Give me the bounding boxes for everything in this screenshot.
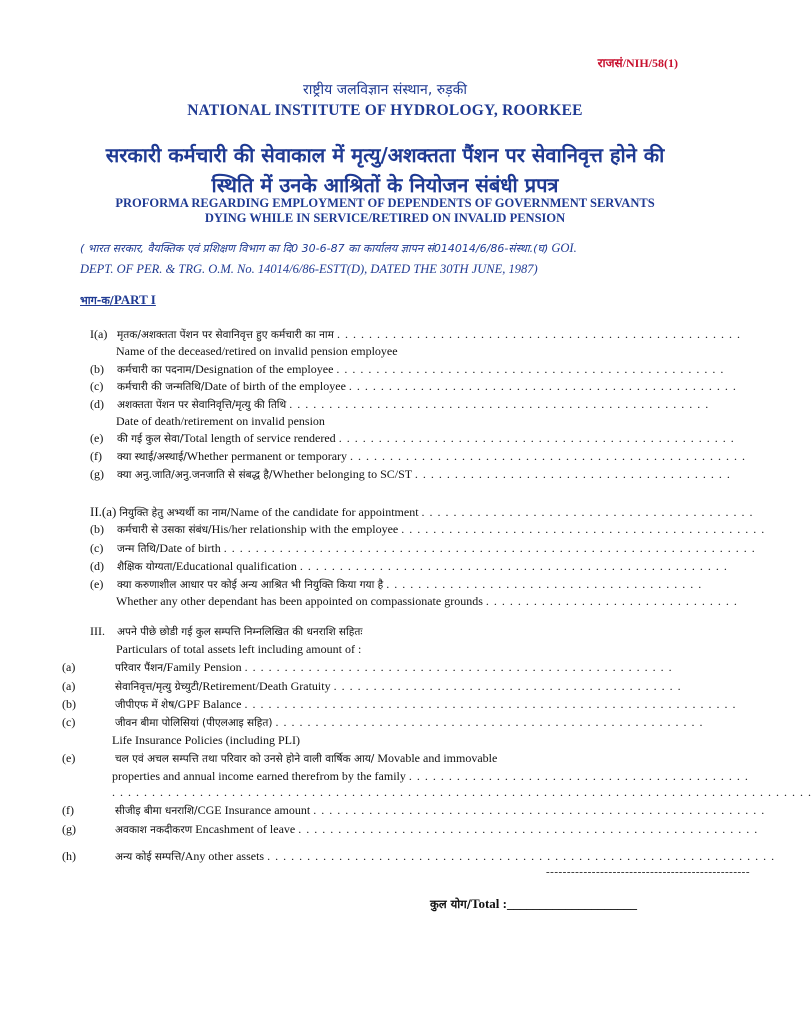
fill-dots: . . . . . . . . . . . . . . . . . . . . . . . . . . . . . . . . . . . . . . . . . . . . . . . . . . . . . . . . . . . . . . . . . . . xyxy=(223,541,756,555)
fill-dots: . . . . . . . . . . . . . . . . . . . . . . . . . . . . . . . . . . . . . . . . . . . . . . . . . . . . . . xyxy=(275,715,704,729)
heading-hindi xyxy=(70,140,700,200)
field-life-insurance[interactable] xyxy=(62,714,704,731)
field-text-english: Family Pension xyxy=(166,660,242,674)
part-heading xyxy=(80,292,156,308)
field-label: (a) xyxy=(62,679,76,693)
field-text-english: Retirement/Death Gratuity xyxy=(202,679,331,693)
fill-dots: . . . . . . . . . . . . . . . . . . . . . . . . . . . . . . . . . . . . . . . . . . . . . . xyxy=(401,522,766,536)
field-text-english: Educational qualification xyxy=(175,559,297,573)
fill-dots: . . . . . . . . . . . . . . . . . . . . . . . . . . . . . . . . . . . . . . . . . . . xyxy=(408,769,749,783)
field-text-english: GPF Balance xyxy=(177,697,242,711)
field-length-of-service[interactable] xyxy=(90,430,735,447)
fill-dots: . . . . . . . . . . . . . . . . . . . . . . . . . . . . . . . . . . . . . . . . . . . . . . . . . . . . . . . . . . . . . . . . xyxy=(267,849,776,863)
assets-title-hindi: अपने पीछे छोडी गई कुल सम्पत्ति निम्नलिखित की धनराशि सहितः xyxy=(117,626,363,638)
field-sub-text: Whether any other dependant has been appointed on compassionate grounds xyxy=(116,594,483,608)
field-label: (b) xyxy=(90,522,104,536)
field-label: (e) xyxy=(90,577,104,591)
gov-ref-hindi: ( भारत सरकार, वैयक्तिक एवं प्रशिक्षण विभाग का दि0 30-6-87 का कार्यालय ज्ञापन सं014014/6/86-संस्था.(घ) xyxy=(80,242,549,255)
fill-dots: . . . . . . . . . . . . . . . . . . . . . . . . . . . . . . . . . . . . . . . . . . . . . . . . . . . . . . . . . . xyxy=(298,822,759,836)
fill-dots: . . . . . . . . . . . . . . . . . . . . . . . . . . . . . . . . . . . . . . . . . . . . . . . . . . xyxy=(350,449,747,463)
field-deceased-name[interactable] xyxy=(90,326,741,343)
field-text-hindi: नियुक्ति हेतु अभ्यर्थी का नाम/ xyxy=(119,507,231,519)
field-sub-text: Date of death/retirement on invalid pension xyxy=(116,414,325,428)
gov-ref-english-2: DEPT. OF PER. & TRG. O.M. No. 14014/6/86-ESTT(D), DATED THE 30TH JUNE, 1987) xyxy=(80,262,538,276)
fill-dots: . . . . . . . . . . . . . . . . . . . . . . . . . . . . . . . . . . . . . . . . xyxy=(386,577,703,591)
fill-dots: . . . . . . . . . . . . . . . . . . . . . . . . . . . . . . . . . . . . . . . . . . . . . . . . . . . . . . . . . . . . . . . . . . . . . . . . . . . . . . . . . . . . . . . . xyxy=(112,785,812,799)
fill-dots: . . . . . . . . . . . . . . . . . . . . . . . . . . . . . . . . . . . . . . . . . . . . . . . . . . . . . . xyxy=(299,559,728,573)
field-text-hindi: जीवन बीमा पोलिसियां (पीएलआइ सहित) xyxy=(115,717,273,729)
total-separator: ------------------------------------------------- xyxy=(546,866,750,878)
field-qualification[interactable] xyxy=(90,558,728,575)
field-text-english: Total length of service rendered xyxy=(183,431,336,445)
field-text-english: Whether belonging to SC/ST xyxy=(272,467,412,481)
field-sc-st[interactable] xyxy=(90,466,731,483)
field-sub-text: properties and annual income earned therefrom by the family xyxy=(112,769,406,783)
fill-dots: . . . . . . . . . . . . . . . . . . . . . . . . . . . . . . . . . . . . . . . . . . . . . . . . . . . . . xyxy=(289,397,710,411)
field-movable-immovable[interactable] xyxy=(62,750,690,767)
field-text-hindi: क्या स्थाई/अस्थाई/ xyxy=(117,451,187,463)
fill-dots: . . . . . . . . . . . . . . . . . . . . . . . . . . . . . . . . . . . . . . . . . . . . . . . . . xyxy=(348,379,737,393)
field-label: (g) xyxy=(90,467,104,481)
part-heading-hindi: भाग-क/ xyxy=(80,294,114,307)
field-text-english: CGE Insurance amount xyxy=(197,803,311,817)
field-label: (b) xyxy=(62,697,76,711)
field-other-dependant-sub xyxy=(116,593,738,610)
field-text-hindi: सेवानिवृत्त/मृत्यु ग्रेच्युटी/ xyxy=(115,681,203,693)
field-gratuity[interactable] xyxy=(62,678,690,695)
field-other-assets[interactable] xyxy=(62,848,776,865)
field-permanent-temporary[interactable] xyxy=(90,448,747,465)
field-text-hindi: की गई कुल सेवा/ xyxy=(117,433,184,445)
field-text-english: Date of birth of the employee xyxy=(204,379,346,393)
field-text-hindi: कर्मचारी का पदनाम/ xyxy=(117,364,196,376)
field-label: (e) xyxy=(62,751,76,765)
fill-dots: . . . . . . . . . . . . . . . . . . . . . . . . . . . . . . . . . . . . . . . . . . . . . . . . . . . . . . . . . . . . . . xyxy=(244,697,737,711)
field-family-pension[interactable] xyxy=(62,659,690,676)
fill-dots: . . . . . . . . . . . . . . . . . . . . . . . . . . . . . . . . . . . . . . . . . . . . . . . . . . xyxy=(338,431,735,445)
gov-ref-english-1: GOI. xyxy=(551,241,577,255)
field-label: (d) xyxy=(90,397,104,411)
field-text-hindi: कर्मचारी से उसका संबंध/ xyxy=(117,524,212,536)
institute-name-hindi: राष्ट्रीय जलविज्ञान संस्थान, रुड़की xyxy=(303,82,467,98)
field-movable-immovable-sub xyxy=(112,768,749,785)
field-text-english: His/her relationship with the employee xyxy=(211,522,399,536)
field-text-english: Whether permanent or temporary xyxy=(186,449,348,463)
fill-dots: . . . . . . . . . . . . . . . . . . . . . . . . . . . . . . . . . . . . . . . . . . xyxy=(421,505,754,519)
field-label: (g) xyxy=(62,822,76,836)
field-label: (c) xyxy=(90,379,104,393)
field-relationship[interactable] xyxy=(90,521,766,538)
field-text-english: Encashment of leave xyxy=(195,822,296,836)
field-text-hindi: अन्य कोई सम्पत्ति/ xyxy=(115,851,185,863)
field-text-hindi: सीजीइ बीमा धनराशि/ xyxy=(115,805,198,817)
heading-english-line-2: DYING WHILE IN SERVICE/RETIRED ON INVALID PENSION xyxy=(204,211,566,225)
field-label: (b) xyxy=(90,362,104,376)
total-blank[interactable]: ____________________ xyxy=(506,896,637,911)
field-label: III. xyxy=(90,624,105,638)
total-row[interactable] xyxy=(430,896,637,912)
field-label: (c) xyxy=(90,541,104,555)
heading-english xyxy=(70,196,700,226)
heading-english-line-1: PROFORMA REGARDING EMPLOYMENT OF DEPENDENTS OF GOVERNMENT SERVANTS xyxy=(115,196,655,210)
field-text-hindi: क्या अनु.जाति/अनु.जनजाति से संबद्ध है/ xyxy=(117,469,273,481)
fill-dots: . . . . . . . . . . . . . . . . . . . . . . . . . . . . . . . . xyxy=(485,594,738,608)
part-heading-english: PART I xyxy=(113,292,156,307)
field-label: (f) xyxy=(90,449,102,463)
field-candidate-dob[interactable] xyxy=(90,540,756,557)
fill-dots: . . . . . . . . . . . . . . . . . . . . . . . . . . . . . . . . . . . . . . . . . . . . . . . . . . . . . . . . . xyxy=(313,803,766,817)
field-label: (e) xyxy=(90,431,104,445)
field-text-hindi: चल एवं अचल सम्पत्ति तथा परिवार को उनसे होने वाली वार्षिक आय/ xyxy=(115,753,375,765)
field-label: (h) xyxy=(62,849,76,863)
field-text-english: Date of birth xyxy=(159,541,221,555)
field-text-hindi: अवकाश नकदीकरण xyxy=(115,824,193,836)
field-sub-text: Life Insurance Policies (including PLI) xyxy=(112,733,300,747)
field-label: (c) xyxy=(62,715,76,729)
fill-dots: . . . . . . . . . . . . . . . . . . . . . . . . . . . . . . . . . . . . . . . . . . . . . . . . . . . xyxy=(336,327,741,341)
field-label: (a) xyxy=(62,660,76,674)
fill-dots: . . . . . . . . . . . . . . . . . . . . . . . . . . . . . . . . . . . . . . . . . . . . xyxy=(333,679,682,693)
field-candidate-name[interactable] xyxy=(90,503,754,520)
institute-name-english: NATIONAL INSTITUTE OF HYDROLOGY, ROORKEE xyxy=(187,102,583,119)
field-cge-insurance[interactable] xyxy=(62,802,766,819)
field-text-hindi: शैक्षिक योग्यता/ xyxy=(117,561,176,573)
total-label-english: Total : xyxy=(470,896,507,911)
fill-dots: . . . . . . . . . . . . . . . . . . . . . . . . . . . . . . . . . . . . . . . . . . . . . . . . . . . . . . xyxy=(244,660,673,674)
field-designation[interactable] xyxy=(90,361,725,378)
field-text-hindi: जीपीएफ में शेष/ xyxy=(115,699,178,711)
field-label: (d) xyxy=(90,559,104,573)
fill-dots: . . . . . . . . . . . . . . . . . . . . . . . . . . . . . . . . . . . . . . . . xyxy=(414,467,731,481)
assets-title-english: Particulars of total assets left including amount of : xyxy=(116,642,362,656)
fill-dots: . . . . . . . . . . . . . . . . . . . . . . . . . . . . . . . . . . . . . . . . . . . . . . . . . xyxy=(336,362,725,376)
field-label: I(a) xyxy=(90,327,108,341)
fill-dots-line[interactable] xyxy=(112,784,812,801)
field-label: (f) xyxy=(62,803,74,817)
field-text-hindi: अशक्तता पेंशन पर सेवानिवृत्ति/मृत्यु की तिथि xyxy=(117,399,287,411)
field-employee-dob[interactable] xyxy=(90,378,737,395)
field-text-english: Any other assets xyxy=(184,849,265,863)
field-text-hindi: क्या करुणाशील आधार पर कोई अन्य आश्रित भी नियुक्ति किया गया है xyxy=(117,579,384,591)
field-other-dependant[interactable] xyxy=(90,576,703,593)
field-text-english: Movable and immovable xyxy=(377,751,498,765)
total-label-hindi: कुल योग/ xyxy=(430,897,471,911)
field-text-hindi: कर्मचारी की जन्मतिथि/ xyxy=(117,381,205,393)
field-date-of-death[interactable] xyxy=(90,396,710,413)
field-text-hindi: मृतक/अशक्तता पेंशन पर सेवानिवृत्त हुए कर्मचारी का नाम xyxy=(117,329,334,341)
field-sub-text: Name of the deceased/retired on invalid pension employee xyxy=(116,344,398,358)
field-gpf-balance[interactable] xyxy=(62,696,737,713)
field-text-hindi: जन्म तिथि/ xyxy=(117,543,160,555)
government-reference xyxy=(80,238,690,279)
heading-hindi-line-2: स्थिति में उनके आश्रितों के नियोजन संबंधी प्रपत्र xyxy=(211,173,559,197)
assets-title xyxy=(90,623,690,640)
field-label: II.(a) xyxy=(90,504,117,519)
heading-hindi-line-1: सरकारी कर्मचारी की सेवाकाल में मृत्यु/अशक्तता पैंशन पर सेवानिवृत्त होने की xyxy=(105,143,665,167)
field-text-hindi: परिवार पैंशन/ xyxy=(115,662,167,674)
field-text-english: Name of the candidate for appointment xyxy=(230,505,419,519)
field-leave-encashment[interactable] xyxy=(62,821,759,838)
reference-number: राजसं/NIH/58(1) xyxy=(597,56,678,70)
field-text-english: Designation of the employee xyxy=(195,362,334,376)
